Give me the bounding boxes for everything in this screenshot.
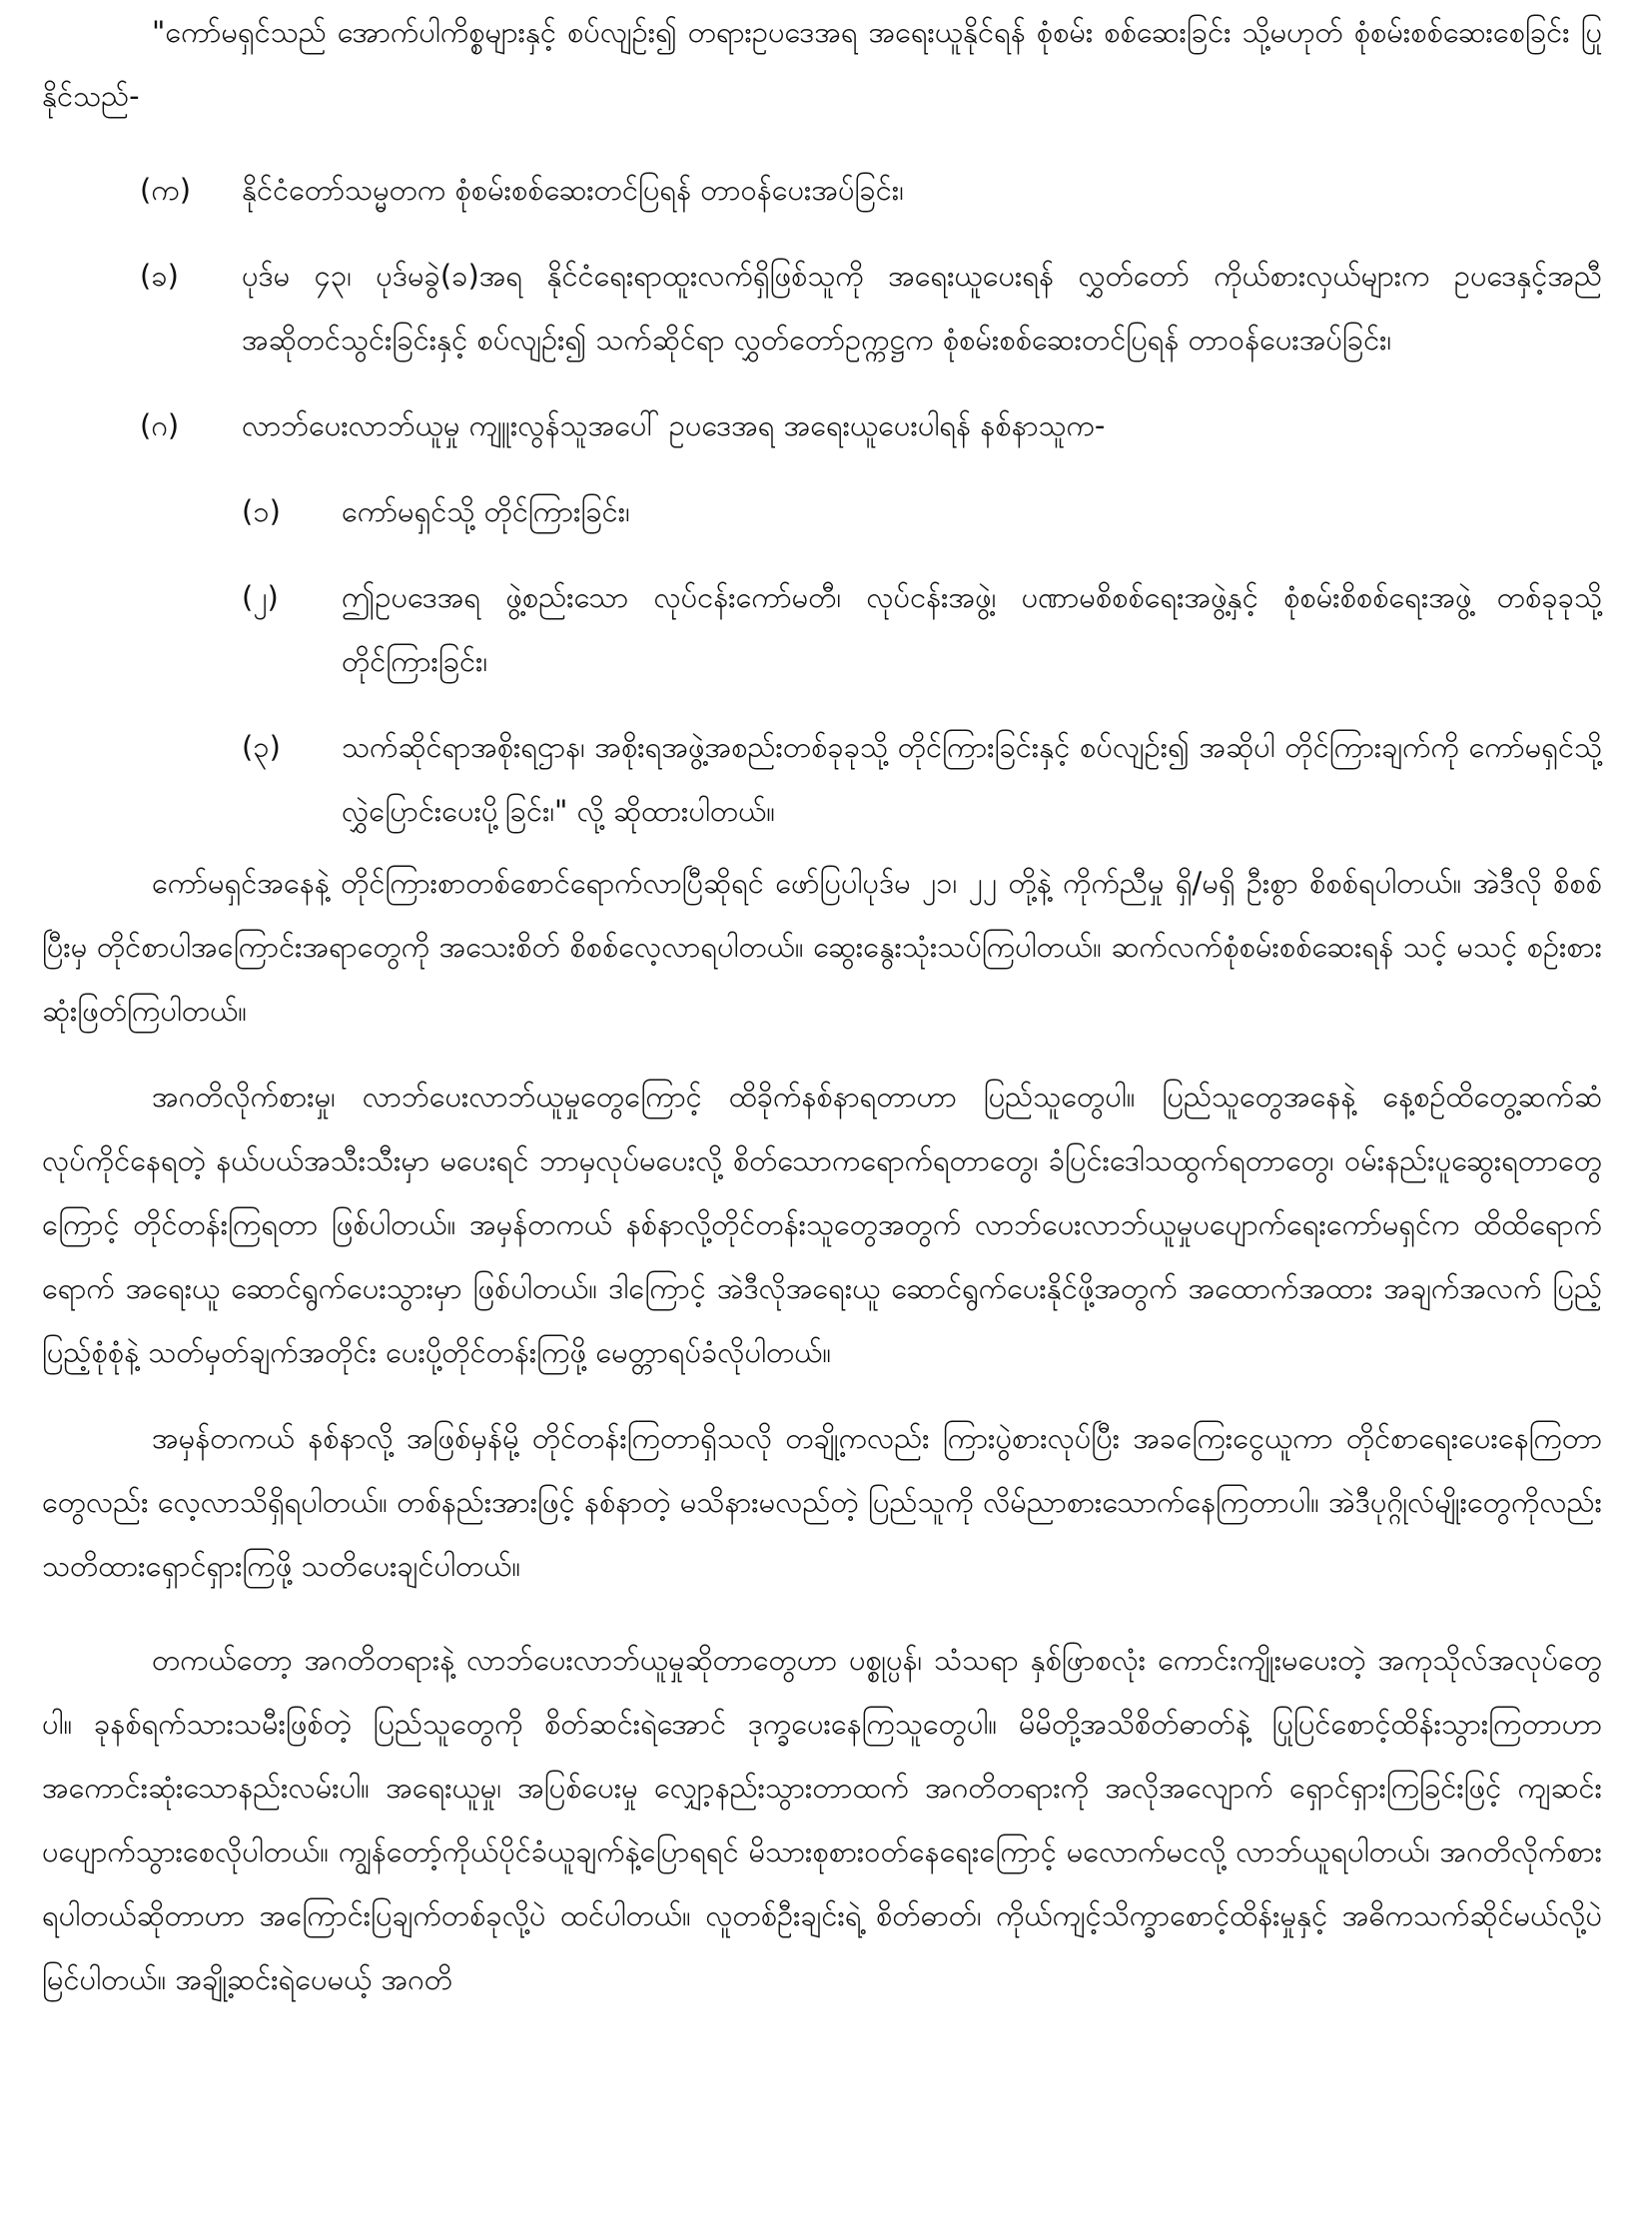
list-item-number: (က)	[140, 173, 192, 207]
sub-item-text: ဤဥပဒေအရ ဖွဲ့စည်းသော လုပ်ငန်းကော်မတီ၊ လုပ်ငန်းအဖွဲ့၊ ပဏာမစိစစ်ရေးအဖွဲ့နှင့် စုံစမ်းစိစစ်ရေးအဖွဲ့ တစ်ခုခုသို့ တိုင်ကြားခြင်း၊	[342, 580, 1602, 678]
list-item-number: (ဂ)	[140, 408, 180, 442]
sub-item-number: (၁)	[242, 494, 281, 528]
list-item-text: နိုင်ငံတော်သမ္မတက စုံစမ်းစစ်ဆေးတင်ပြရန် တာဝန်ပေးအပ်ခြင်း၊	[242, 173, 904, 207]
list-item-ga	[42, 393, 1602, 457]
body-paragraph: အဂတိလိုက်စားမှု၊ လာဘ်ပေးလာဘ်ယူမှုတွေကြောင့် ထိခိုက်နစ်နာရတာဟာ ပြည်သူတွေပါ။ ပြည်သူတွေအနေနဲ့ နေ့စဉ်ထိတွေ့ဆက်ဆံ လုပ်ကိုင်နေရတဲ့ နယ်ပယ်အသီးသီးမှာ မပေးရင် ဘာမှလုပ်မပေးလို့ စိတ်သောကရောက်ရတာတွေ၊ ခံပြင်းဒေါသထွက်ရတာတွေ၊ ဝမ်းနည်းပူဆွေးရတာတွေကြောင့် တိုင်တန်းကြရတာ ဖြစ်ပါတယ်။ အမှန်တကယ် နစ်နာလို့တိုင်တန်းသူတွေအတွက် လာဘ်ပေးလာဘ်ယူမှုပပျောက်ရေးကော်မရှင်က ထိထိရောက်ရောက် အရေးယူ ဆောင်ရွက်ပေးသွားမှာ ဖြစ်ပါတယ်။ ဒါကြောင့် အဲဒီလိုအရေးယူ ဆောင်ရွက်ပေးနိုင်ဖို့အတွက် အထောက်အထား အချက်အလက် ပြည့်ပြည့်စုံစုံနဲ့ သတ်မှတ်ချက်အတိုင်း ပေးပို့တိုင်တန်းကြဖို့ မေတ္တာရပ်ခံလိုပါတယ်။	[42, 1080, 1602, 1369]
body-paragraph: ကော်မရှင်အနေနဲ့ တိုင်ကြားစာတစ်စောင်ရောက်လာပြီဆိုရင် ဖော်ပြပါပုဒ်မ ၂၁၊ ၂၂ တို့နဲ့ ကိုက်ညီမှု ရှိ/မရှိ ဦးစွာ စိစစ်ရပါတယ်။ အဲဒီလို စိစစ်ပြီးမှ တိုင်စာပါအကြောင်းအရာတွေကို အသေးစိတ် စိစစ်လေ့လာရပါတယ်။ ဆွေးနွေးသုံးသပ်ကြပါတယ်။ ဆက်လက်စုံစမ်းစစ်ဆေးရန် သင့် မသင့် စဉ်းစားဆုံးဖြတ်ကြပါတယ်။	[42, 866, 1602, 1028]
list-item-text: လာဘ်ပေးလာဘ်ယူမှု ကျူးလွန်သူအပေါ် ဥပဒေအရ အရေးယူပေးပါရန် နစ်နာသူက-	[242, 408, 1106, 442]
sub-item-3	[42, 715, 1602, 843]
body-paragraph: တကယ်တော့ အဂတိတရားနဲ့ လာဘ်ပေးလာဘ်ယူမှုဆိုတာတွေဟာ ပစ္စုပ္ပန်၊ သံသရာ နှစ်ဖြာစလုံး ကောင်းကျိုးမပေးတဲ့ အကုသိုလ်အလုပ်တွေပါ။ ခုနစ်ရက်သားသမီးဖြစ်တဲ့ ပြည်သူတွေကို စိတ်ဆင်းရဲအောင် ဒုက္ခပေးနေကြသူတွေပါ။ မိမိတို့အသိစိတ်ဓာတ်နဲ့ ပြုပြင်စောင့်ထိန်းသွားကြတာဟာ အကောင်းဆုံးသောနည်းလမ်းပါ။ အရေးယူမှု၊ အပြစ်ပေးမှု လျှော့နည်းသွားတာထက် အဂတိတရားကို အလိုအလျောက် ရှောင်ရှားကြခြင်းဖြင့် ကျဆင်းပပျောက်သွားစေလိုပါတယ်။ ကျွန်တော့်ကိုယ်ပိုင်ခံယူချက်နဲ့ပြောရရင် မိသားစုစားဝတ်နေရေးကြောင့် မလောက်မငလို့ လာဘ်ယူရပါတယ်၊ အဂတိလိုက်စားရပါတယ်ဆိုတာဟာ အကြောင်းပြချက်တစ်ခုလို့ပဲ ထင်ပါတယ်။ လူတစ်ဦးချင်းရဲ့ စိတ်ဓာတ်၊ ကိုယ်ကျင့်သိက္ခာစောင့်ထိန်းမှုနှင့် အဓိကသက်ဆိုင်မယ်လို့ပဲ မြင်ပါတယ်။ အချို့ဆင်းရဲပေမယ့် အဂတိ	[42, 1643, 1602, 1996]
sub-item-2	[42, 565, 1602, 693]
list-item-number: (ခ)	[140, 259, 179, 293]
sub-item-text: ကော်မရှင်သို့ တိုင်ကြားခြင်း၊	[342, 494, 630, 528]
sub-item-number: (၂)	[242, 580, 279, 614]
sub-item-number: (၃)	[242, 730, 281, 764]
sub-item-text: သက်ဆိုင်ရာအစိုးရဌာန၊ အစိုးရအဖွဲ့အစည်းတစ်ခုခုသို့ တိုင်ကြားခြင်းနှင့် စပ်လျဉ်း၍ အဆိုပါ တိုင်ကြားချက်ကို ကော်မရှင်သို့ လွှဲပြောင်းပေးပို့ခြင်း၊" လို့ ဆိုထားပါတယ်။	[342, 730, 1602, 828]
body-paragraph: အမှန်တကယ် နစ်နာလို့ အဖြစ်မှန်မို့ တိုင်တန်းကြတာရှိသလို တချို့ကလည်း ကြားပွဲစားလုပ်ပြီး အခကြေးငွေယူကာ တိုင်စာရေးပေးနေကြတာတွေလည်း လေ့လာသိရှိရပါတယ်။ တစ်နည်းအားဖြင့် နစ်နာတဲ့ မသိနားမလည်တဲ့ ပြည်သူကို လိမ်ညာစားသောက်နေကြတာပါ။ အဲဒီပုဂ္ဂိုလ်မျိုးတွေကိုလည်း သတိထားရှောင်ရှားကြဖို့ သတိပေးချင်ပါတယ်။	[42, 1421, 1602, 1583]
list-item-ka	[42, 158, 1602, 222]
list-item-kha	[42, 244, 1602, 371]
intro-paragraph: "ကော်မရှင်သည် အောက်ပါကိစ္စများနှင့် စပ်လျဉ်း၍ တရားဥပဒေအရ အရေးယူနိုင်ရန် စုံစမ်း စစ်ဆေးခြင်း သို့မဟုတ် စုံစမ်းစစ်ဆေးစေခြင်း ပြုနိုင်သည်-	[42, 15, 1602, 113]
list-item-text: ပုဒ်မ ၄၃၊ ပုဒ်မခွဲ(ခ)အရ နိုင်ငံရေးရာထူးလက်ရှိဖြစ်သူကို အရေးယူပေးရန် လွှတ်တော် ကိုယ်စားလှယ်များက ဥပဒေနှင့်အညီ အဆိုတင်သွင်းခြင်းနှင့် စပ်လျဉ်း၍ သက်ဆိုင်ရာ လွှတ်တော်ဥက္ကဋ္ဌက စုံစမ်းစစ်ဆေးတင်ပြရန် တာဝန်ပေးအပ်ခြင်း၊	[242, 259, 1602, 357]
sub-item-1	[42, 479, 1602, 543]
